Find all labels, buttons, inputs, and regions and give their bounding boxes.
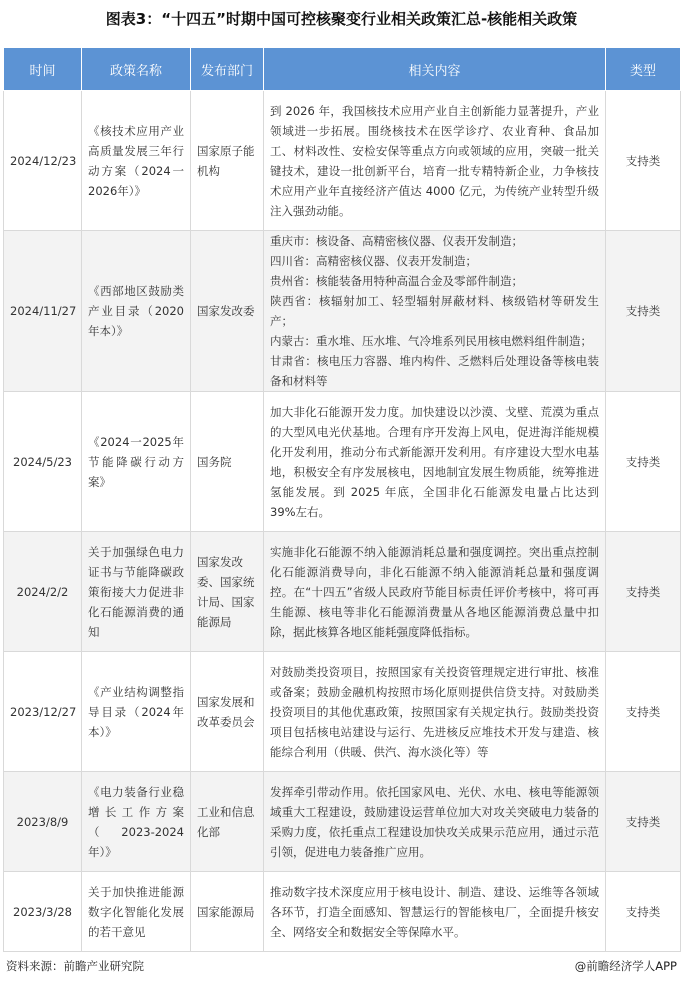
content-line: 推动数字技术深度应用于核电设计、制造、建设、运维等各领域各环节，打造全面感知、智慧运行的智能核电厂，全面提升核安全、网络安全和数据安全等保障水平。 xyxy=(270,884,599,939)
row-time: 2023/3/28 xyxy=(4,872,82,952)
header-policy-name: 政策名称 xyxy=(82,48,191,91)
content-line: 实施非化石能源不纳入能源消耗总量和强度调控。突出重点控制化石能源消费导向，非化石能源不纳入能源消耗总量和强度调控。在“十四五”省级人民政府节能目标责任评价考核中，将可再生能源、核电等非化石能源消费量从各地区能源消费总量中扣除，据此核算各地区能耗强度降低指标。 xyxy=(270,544,599,639)
row-type: 支持类 xyxy=(606,91,681,231)
table-row xyxy=(4,231,681,392)
row-department: 国家发展和改革委员会 xyxy=(191,652,264,772)
row-type: 支持类 xyxy=(606,231,681,392)
brand-credit: @前瞻经济学人APP xyxy=(574,959,677,973)
row-content xyxy=(264,772,606,872)
row-department: 国务院 xyxy=(191,392,264,532)
row-content xyxy=(264,532,606,652)
row-time: 2023/12/27 xyxy=(4,652,82,772)
content-line: 发挥牵引带动作用。依托国家风电、光伏、水电、核电等能源领域重大工程建设，鼓励建设运营单位加大对攻关突破电力装备的采购力度，依托重点工程建设加快攻关成果示范应用，通过示范引领，促进电力装备推广应用。 xyxy=(270,784,599,859)
row-content xyxy=(264,91,606,231)
header-department: 发布部门 xyxy=(191,48,264,91)
policy-table xyxy=(3,47,681,952)
table-row xyxy=(4,652,681,772)
row-policy-name: 《2024一2025年节能降碳行动方案》 xyxy=(82,392,191,532)
page-title: 图表3：“十四五”时期中国可控核聚变行业相关政策汇总-核能相关政策 xyxy=(105,10,578,28)
table-row xyxy=(4,872,681,952)
content-line: 贵州省：核能装备用特种高温合金及零部件制造； xyxy=(270,274,523,288)
row-department: 国家发改委、国家统计局、国家能源局 xyxy=(191,532,264,652)
row-department: 工业和信息化部 xyxy=(191,772,264,872)
row-policy-name: 关于加快推进能源数字化智能化发展的若干意见 xyxy=(82,872,191,952)
content-line: 内蒙古：重水堆、压水堆、气冷堆系列民用核电燃料组件制造； xyxy=(270,334,592,348)
header-content: 相关内容 xyxy=(264,48,606,91)
row-policy-name: 《西部地区鼓励类产业目录（2020年本）》 xyxy=(82,231,191,392)
row-policy-name: 关于加强绿色电力证书与节能降碳政策衔接大力促进非化石能源消费的通知 xyxy=(82,532,191,652)
content-line: 对鼓励类投资项目，按照国家有关投资管理规定进行审批、核准或备案；鼓励金融机构按照市场化原则提供信贷支持。对鼓励类投资项目的其他优惠政策，按照国家有关规定执行。鼓励类投资项目包括核电站建设与运行、先进核反应堆技术开发与建造、核能综合利用（供暖、供汽、海水淡化等）等 xyxy=(270,664,599,759)
row-time: 2023/8/9 xyxy=(4,772,82,872)
row-type: 支持类 xyxy=(606,532,681,652)
row-policy-name: 《电力装备行业稳增长工作方案（2023-2024年）》 xyxy=(82,772,191,872)
row-content xyxy=(264,652,606,772)
table-row xyxy=(4,532,681,652)
row-type: 支持类 xyxy=(606,772,681,872)
header-type: 类型 xyxy=(606,48,681,91)
row-type: 支持类 xyxy=(606,392,681,532)
row-policy-name: 《核技术应用产业高质量发展三年行动方案（2024一2026年）》 xyxy=(82,91,191,231)
footer xyxy=(6,958,677,978)
content-line: 重庆市：核设备、高精密核仪器、仪表开发制造； xyxy=(270,234,523,248)
row-time: 2024/11/27 xyxy=(4,231,82,392)
row-department: 国家能源局 xyxy=(191,872,264,952)
row-department: 国家原子能机构 xyxy=(191,91,264,231)
row-type: 支持类 xyxy=(606,872,681,952)
row-content xyxy=(264,231,606,392)
row-content xyxy=(264,872,606,952)
header-time: 时间 xyxy=(4,48,82,91)
row-policy-name: 《产业结构调整指导目录（2024年本）》 xyxy=(82,652,191,772)
table-header-row xyxy=(4,48,681,91)
row-time: 2024/12/23 xyxy=(4,91,82,231)
table-row xyxy=(4,392,681,532)
row-time: 2024/2/2 xyxy=(4,532,82,652)
content-line: 加大非化石能源开发力度。加快建设以沙漠、戈壁、荒漠为重点的大型风电光伏基地。合理有序开发海上风电，促进海洋能规模化开发利用，推动分布式新能源开发利用。有序建设大型水电基地，积极安全有序发展核电，因地制宜发展生物质能，统筹推进氢能发展。到 2025 年底，全国非化石能源发电量占比达到 39%左右。 xyxy=(270,404,599,519)
content-line: 到 2026 年，我国核技术应用产业自主创新能力显著提升，产业领域进一步拓展。围绕核技术在医学诊疗、农业育种、食品加工、材料改性、安检安保等重点方向或领域的应用，突破一批关键技术，建设一批创新平台，培育一批专精特新企业，力争核技术应用产业年直接经济产值达 4000 亿元，为传统产业转型升级注入强劲动能。 xyxy=(270,103,599,218)
row-department: 国家发改委 xyxy=(191,231,264,392)
content-line: 四川省：高精密核仪器、仪表开发制造； xyxy=(270,254,477,268)
source-note: 资料来源：前瞻产业研究院 xyxy=(6,959,144,973)
row-time: 2024/5/23 xyxy=(4,392,82,532)
content-line: 陕西省：核辐射加工、轻型辐射屏蔽材料、核级锆材等研发生产； xyxy=(270,294,599,328)
row-type: 支持类 xyxy=(606,652,681,772)
row-content xyxy=(264,392,606,532)
table-row xyxy=(4,91,681,231)
content-line: 甘肃省：核电压力容器、堆内构件、乏燃料后处理设备等核电装备和材料等 xyxy=(270,354,599,388)
table-row xyxy=(4,772,681,872)
